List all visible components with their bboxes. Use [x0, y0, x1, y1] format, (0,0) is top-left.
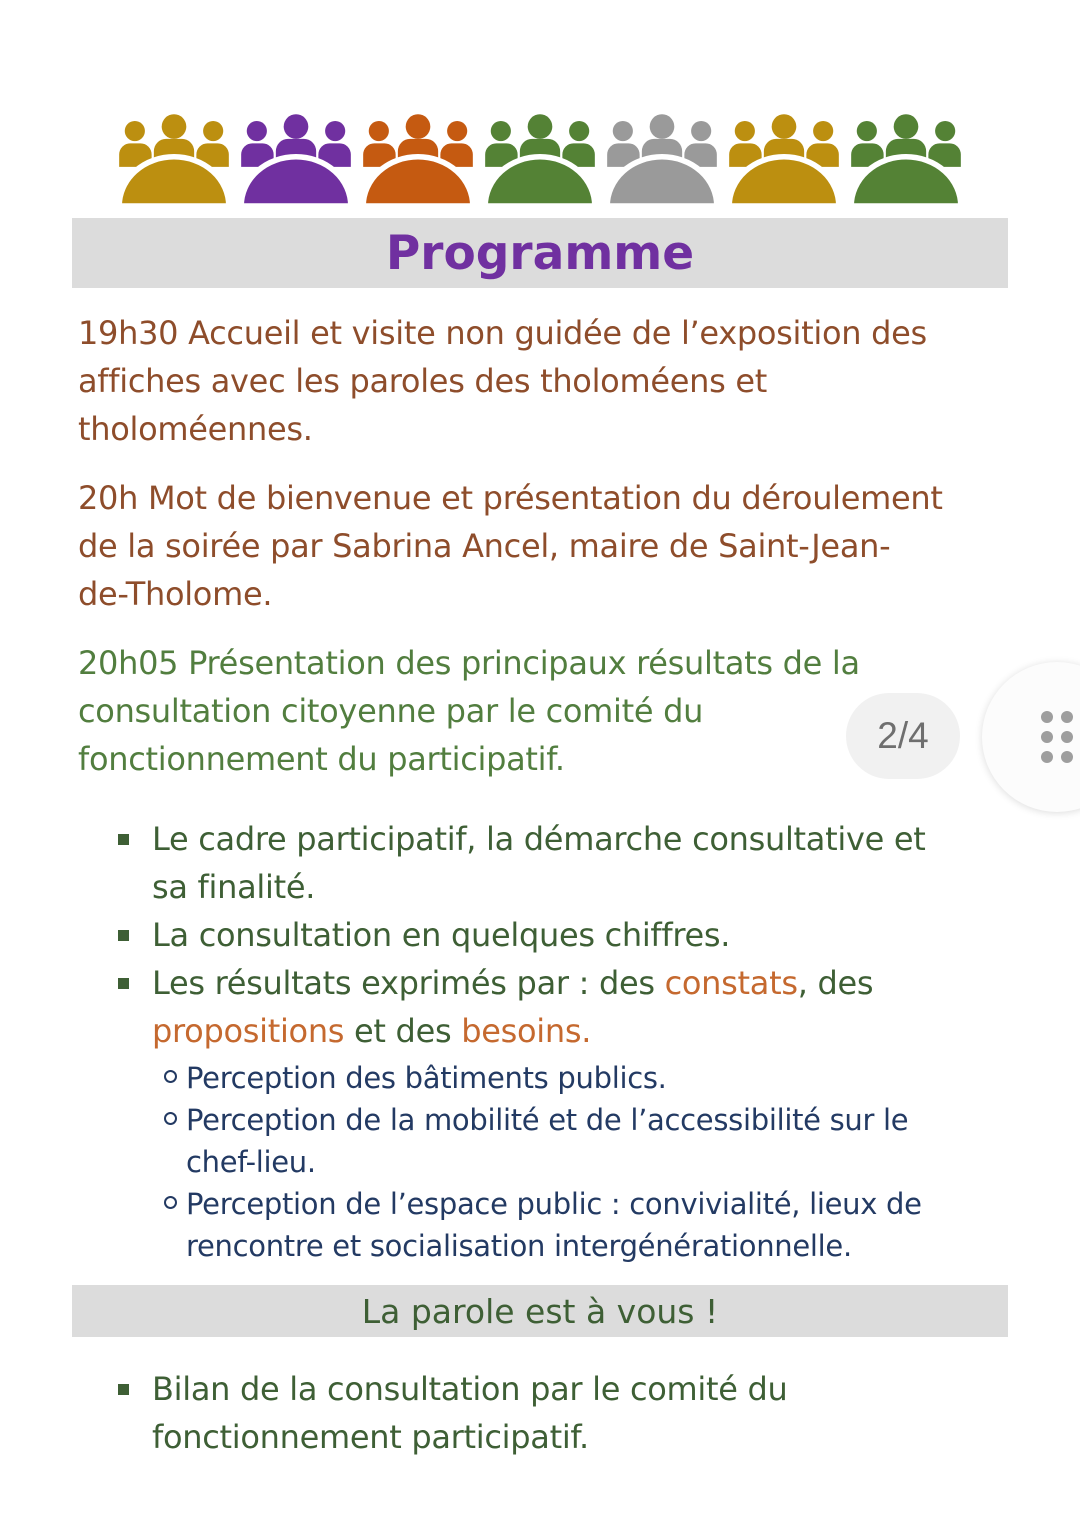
drag-dots-icon — [1041, 711, 1073, 763]
text-line: tholoméennes. — [78, 410, 313, 448]
list-item — [118, 1365, 1010, 1461]
text-segment: , des — [797, 964, 874, 1002]
square-bullet-icon — [118, 978, 129, 989]
list-item — [118, 815, 1010, 911]
sub-list-item — [164, 1057, 1010, 1099]
audience-icon — [728, 112, 840, 206]
audience-icon — [362, 112, 474, 206]
page-indicator-label: 2/4 — [877, 715, 929, 756]
audience-icon-shape — [119, 114, 229, 206]
text-line: 20h Mot de bienvenue et présentation du déroulement — [78, 479, 943, 517]
page-indicator-badge — [846, 693, 960, 779]
audience-icon — [606, 112, 718, 206]
text-segment-highlight: constats — [664, 964, 798, 1002]
text-line: affiches avec les paroles des tholoméens et — [78, 362, 767, 400]
square-bullet-icon — [118, 834, 129, 845]
audience-icon — [118, 112, 230, 206]
text-line: chef-lieu. — [186, 1145, 316, 1179]
text-line: Le cadre participatif, la démarche consultative et — [152, 820, 926, 858]
text-line: de la soirée par Sabrina Ancel, maire de Saint-Jean- — [78, 527, 891, 565]
closing-list — [78, 1365, 1010, 1461]
text-line — [152, 1007, 873, 1055]
paragraph-19h30 — [78, 309, 1010, 453]
audience-icon-shape — [607, 114, 717, 206]
list-item — [118, 959, 1010, 1055]
agenda-sublist — [78, 1057, 1010, 1267]
text-line: rencontre et socialisation intergénérationnelle. — [186, 1229, 852, 1263]
square-bullet-icon — [118, 930, 129, 941]
audience-icon-shape — [241, 114, 351, 206]
la-parole-banner — [72, 1285, 1008, 1337]
programme-banner — [72, 218, 1008, 288]
sub-list-item — [164, 1099, 1010, 1183]
paragraph-20h — [78, 474, 1010, 618]
page-title: Programme — [385, 225, 695, 281]
audience-icons-row — [0, 0, 1080, 206]
text-segment-highlight: propositions — [152, 1012, 345, 1050]
audience-icon — [850, 112, 962, 206]
text-line: Bilan de la consultation par le comité du — [152, 1370, 788, 1408]
audience-icon — [484, 112, 596, 206]
text-line: Perception des bâtiments publics. — [186, 1061, 667, 1095]
square-bullet-icon — [118, 1384, 129, 1395]
text-line: sa finalité. — [152, 868, 316, 906]
agenda-list — [78, 815, 1010, 1267]
text-line: fonctionnement du participatif. — [78, 740, 565, 778]
text-segment: et des — [344, 1012, 462, 1050]
text-line: 20h05 Présentation des principaux résultats de la — [78, 644, 860, 682]
circle-bullet-icon — [164, 1112, 177, 1125]
text-line: Perception de l’espace public : convivialité, lieux de — [186, 1187, 922, 1221]
text-line: fonctionnement participatif. — [152, 1418, 589, 1456]
banner-title: La parole est à vous ! — [361, 1291, 719, 1331]
text-line: de-Tholome. — [78, 575, 273, 613]
audience-icon-shape — [485, 114, 595, 206]
circle-bullet-icon — [164, 1070, 177, 1083]
text-line: consultation citoyenne par le comité du — [78, 692, 704, 730]
text-segment-highlight: besoins. — [461, 1012, 592, 1050]
list-item — [118, 911, 1010, 959]
audience-icon — [240, 112, 352, 206]
audience-icon-shape — [851, 114, 961, 206]
text-segment: Les résultats exprimés par : des — [152, 964, 665, 1002]
text-line: La consultation en quelques chiffres. — [152, 916, 731, 954]
sub-list-item — [164, 1183, 1010, 1267]
text-line: Perception de la mobilité et de l’accessibilité sur le — [186, 1103, 909, 1137]
audience-icon-shape — [729, 114, 839, 206]
circle-bullet-icon — [164, 1196, 177, 1209]
text-line — [152, 959, 873, 1007]
audience-icon-shape — [363, 114, 473, 206]
text-line: 19h30 Accueil et visite non guidée de l’exposition des — [78, 314, 927, 352]
